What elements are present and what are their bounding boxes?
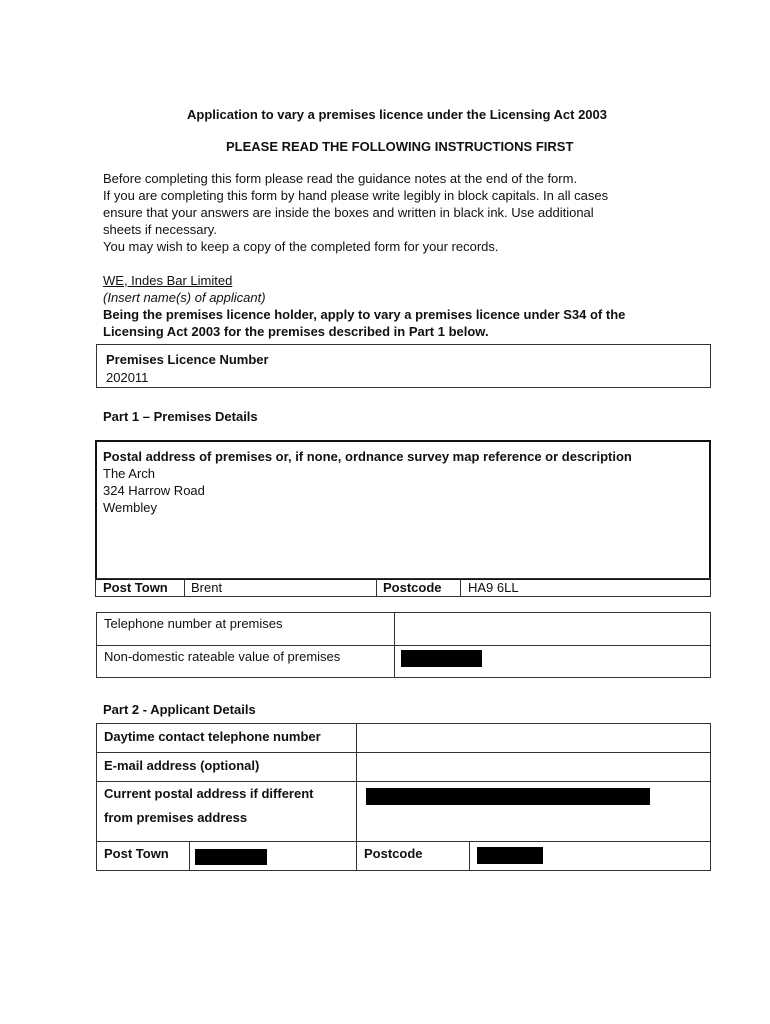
insert-names-hint: (Insert name(s) of applicant) — [103, 290, 266, 305]
current-address-label-line2: from premises address — [104, 810, 248, 825]
redaction — [477, 847, 543, 864]
part2-heading: Part 2 - Applicant Details — [103, 702, 256, 717]
intro-paragraph — [103, 170, 608, 255]
redaction — [195, 849, 267, 865]
applicant-postcode-label: Postcode — [364, 846, 423, 861]
applicant-details-table — [96, 723, 711, 871]
applicant-post-town-field[interactable] — [190, 842, 356, 870]
postcode-value[interactable]: HA9 6LL — [468, 580, 519, 595]
email-label: E-mail address (optional) — [104, 758, 260, 773]
redaction — [401, 650, 482, 667]
current-address-field[interactable] — [357, 782, 710, 841]
premises-town-postcode-row — [95, 578, 711, 597]
rateable-value-label: Non-domestic rateable value of premises — [104, 649, 341, 664]
post-town-label: Post Town — [103, 580, 168, 595]
rateable-value-field[interactable] — [395, 646, 710, 677]
telephone-label: Telephone number at premises — [104, 616, 283, 631]
current-address-label-line1: Current postal address if different — [104, 786, 314, 801]
daytime-phone-label: Daytime contact telephone number — [104, 729, 321, 744]
licence-number-label: Premises Licence Number — [106, 352, 269, 367]
address-line: Wembley — [103, 500, 157, 515]
applicant-post-town-label: Post Town — [104, 846, 169, 861]
intro-line: If you are completing this form by hand please write legibly in block capitals. In all cases — [103, 188, 609, 203]
intro-line: sheets if necessary. — [103, 222, 217, 237]
redaction — [366, 788, 650, 805]
premises-address-value[interactable] — [103, 465, 205, 516]
intro-line: Before completing this form please read the guidance notes at the end of the form. — [103, 171, 578, 186]
email-field[interactable] — [357, 753, 710, 781]
applicant-name-line: WE, Indes Bar Limited — [103, 273, 233, 288]
daytime-phone-field[interactable] — [357, 724, 710, 752]
form-title: Application to vary a premises licence under the Licensing Act 2003 — [187, 107, 607, 122]
intro-line: ensure that your answers are inside the boxes and written in black ink. Use additional — [103, 205, 594, 220]
address-line: The Arch — [103, 466, 156, 481]
applicant-postcode-field[interactable] — [470, 842, 710, 870]
statement-line: Being the premises licence holder, apply to vary a premises licence under S34 of the — [103, 307, 626, 322]
instructions-heading: PLEASE READ THE FOLLOWING INSTRUCTIONS FIRST — [226, 139, 574, 154]
premises-contact-table — [96, 612, 711, 678]
licence-number-value[interactable]: 202011 — [106, 370, 149, 385]
postcode-label: Postcode — [383, 580, 442, 595]
post-town-value[interactable]: Brent — [191, 580, 223, 595]
premises-address-box — [95, 440, 711, 580]
telephone-field[interactable] — [395, 613, 710, 645]
licence-number-box — [96, 344, 711, 388]
part1-heading: Part 1 – Premises Details — [103, 409, 258, 424]
intro-line: You may wish to keep a copy of the completed form for your records. — [103, 239, 499, 254]
statement-line: Licensing Act 2003 for the premises described in Part 1 below. — [103, 324, 489, 339]
address-line: 324 Harrow Road — [103, 483, 205, 498]
premises-address-label: Postal address of premises or, if none, ordnance survey map reference or description — [103, 449, 632, 464]
statement — [103, 306, 625, 340]
